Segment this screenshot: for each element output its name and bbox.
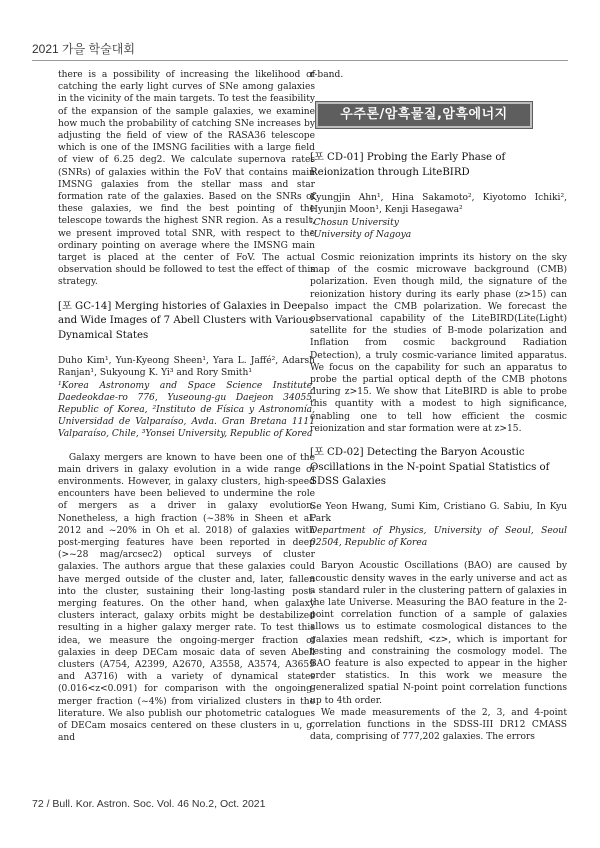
article-title: [포 GC-14] Merging histories of Galaxies in Deep and Wide Images of 7 Abell Clusters with Various Dynamical States — [58, 300, 314, 341]
article-abstract: Galaxy mergers are known to have been one of the main drivers in galaxy evolution in a wide range of environments. However, in galaxy clusters, high-speed encounters have been believed to undermine the role of mergers as a driver in galaxy evolution. Nonetheless, a high fraction (~38% in Sheen et al. 2012 and ~20% in Oh et al. 2018) of galaxies with post-merging features have been reported in deep (>~28 mag/arcsec2) optical surveys of cluster galaxies. The authors argue that these galaxies could have merged outside of the cluster and, later, fallen into the cluster, sustaining their long-lasting post-merging features. On the other hand, when galaxy clusters interact, galaxy orbits might be destabilized resulting in a higher galaxy merger rate. To test this idea, we measure the ongoing-merger fraction of galaxies in deep DECam mosaic data of seven Abell clusters (A754, A2399, A2670, A3558, A3574, A3659 and A3716) with a variety of dynamical states (0.016<z<0.091) for comparison with the ongoing-merger fraction (~4%) from virialized clusters in the literature. We also publish our photometric catalogues of DECam mosaics centered on these clusters in u, g, and — [58, 452, 315, 744]
article-abstract: Baryon Acoustic Oscillations (BAO) are caused by acoustic density waves in the early universe and act as a standard ruler in the clustering pattern of galaxies in the late Universe. Measuring the BAO feature in the 2-point correlation function of a sample of galaxies allows us to estimate cosmological distances to the galaxies mean redshift, <z>, which is important for testing and constraining the cosmology model. The BAO feature is also expected to appear in the higher order statistics. In this work we measure the generalized spatial N-point point correlation functions up to 4th order. — [310, 561, 567, 706]
article-title: [포 CD-02] Detecting the Baryon Acoustic Oscillations in the N-point Spatial Statistics of SDSS Galaxies — [310, 447, 550, 488]
header-rule — [32, 60, 568, 61]
article-authors: Duho Kim¹, Yun-Kyeong Sheen¹, Yara L. Jaffé², Adarsh Ranjan¹, Sukyoung K. Yi³ and Rory Smith¹ — [58, 356, 315, 379]
left-column — [58, 69, 315, 744]
article-affiliation: ²University of Nagoya — [310, 229, 412, 240]
continuation-text: there is a possibility of increasing the likelihood of catching the early light curves of SNe among galaxies in the vicinity of the main targets. To test the feasibility of the expansion of the sample galaxies, we examine how much the probability of catching SNe increases by adjusting the field of view of the RASA36 telescope which is one of the IMSNG facilities with a large field of view of 6.25 deg2. We calculate supernova rates (SNRs) of galaxies within the FoV that contains main IMSNG galaxies from the stellar mass and star formation rate of the galaxies. Based on the SNRs of these galaxies, we find the best pointing of the telescope towards the highest SNR region. As a result, we present improved total SNR, with respect to the ordinary pointing on average where the IMSNG main target is placed at the center of FoV. The actual observation should be followed to test the effect of this strategy. — [58, 70, 315, 288]
article-title: [포 CD-01] Probing the Early Phase of Reionization through LiteBIRD — [310, 152, 506, 178]
running-header: 2021 가을 학술대회 — [32, 42, 135, 56]
continuation-text: r-band. — [310, 70, 344, 80]
article-affiliations: ¹Korea Astronomy and Space Science Institute, Daedeokdae-ro 776, Yuseoung-gu Daejeon 34055, Republic of Korea, ²Instituto de Física y Astronomía, Universidad de Valparaíso, Avda. Gran Bretana 1111 Valparaíso, Chile, ³Yonsei University, Republic of Korea — [58, 380, 315, 440]
article-abstract: Cosmic reionization imprints its history on the sky map of the cosmic microwave background (CMB) polarization. Even though mild, the signature of the reionization history during its early phase (z>15) can also impact the CMB polarization. We forecast the observational capability of the LiteBIRD(Lite(Light) satellite for the studies of B-mode polarization and Inflation from cosmic background Radiation Detection), a truly cosmic-variance limited apparatus. We focus on the capability for such an apparatus to probe the partial optical depth of the CMB photons during z>15. We show that LiteBIRD is able to probe this quantity with a modest to high significance, enabling one to tell how efficient the cosmic reionization and star formation were at z>15. — [310, 253, 567, 434]
article-affiliations: Department of Physics, University of Seoul, Seoul 02504, Republic of Korea — [310, 525, 567, 549]
page-footer: 72 / Bull. Kor. Astron. Soc. Vol. 46 No.2, Oct. 2021 — [32, 798, 266, 810]
right-column — [310, 69, 567, 743]
article-authors: Se Yeon Hwang, Sumi Kim, Cristiano G. Sabiu, In Kyu Park — [310, 501, 567, 524]
section-banner: 우주론/암흑물질,암흑에너지 — [316, 102, 532, 128]
article-affiliation: ¹Chosun University — [310, 217, 399, 228]
article-abstract: We made measurements of the 2, 3, and 4-point correlation functions in the SDSS-III DR12 CMASS data, comprising of 777,202 galaxies. The errors — [310, 707, 567, 743]
article-authors: Kyungjin Ahn¹, Hina Sakamoto², Kiyotomo Ichiki², Hyunjin Moon¹, Kenji Hasegawa² — [310, 193, 567, 216]
